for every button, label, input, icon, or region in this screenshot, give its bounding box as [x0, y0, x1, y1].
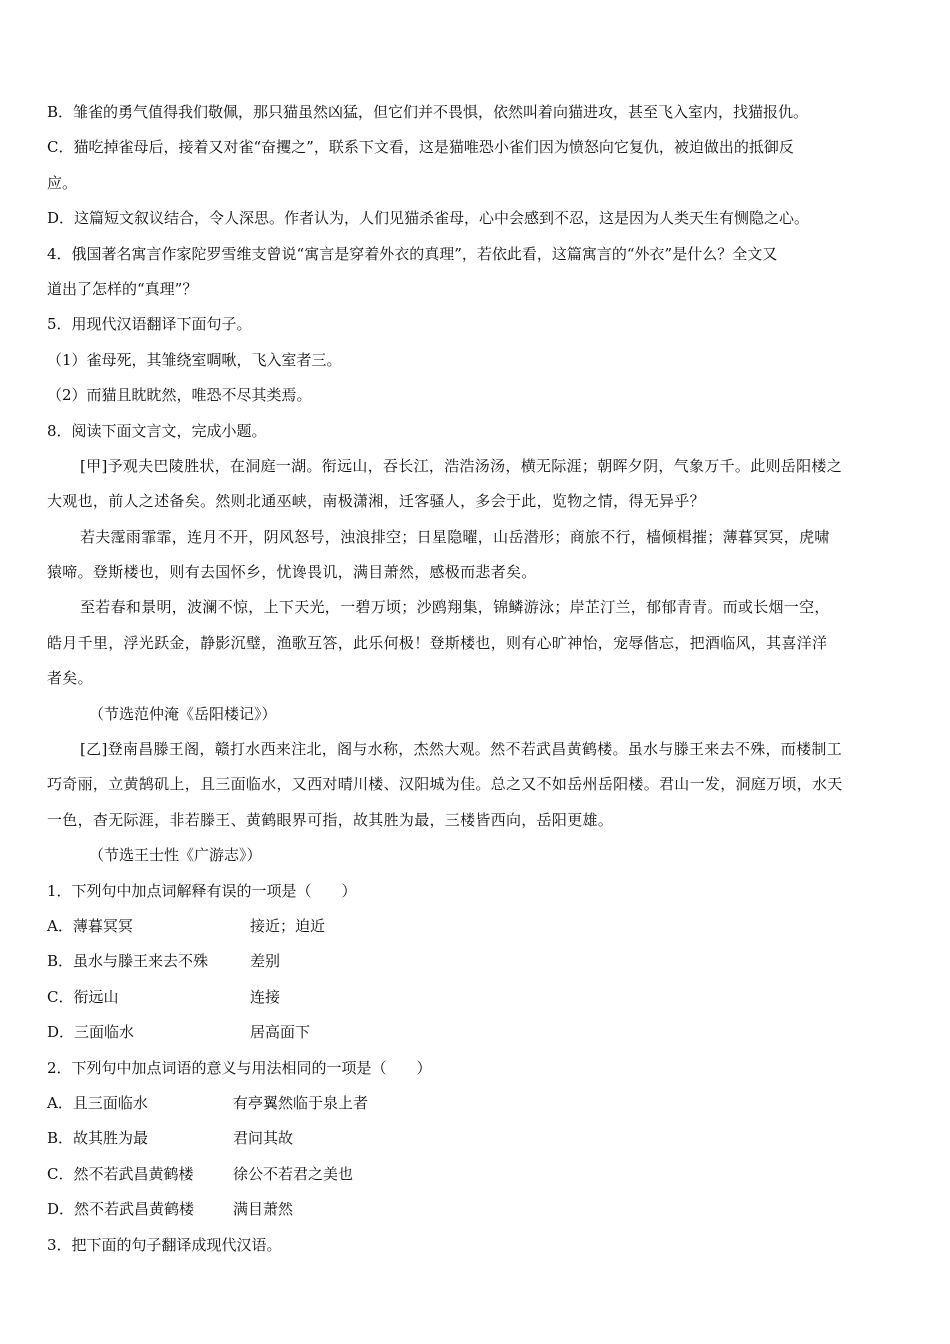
option-text: C．然不若武昌黄鹤楼 [47, 1164, 194, 1183]
passage-line: 皓月千里，浮光跃金，静影沉璧，渔歌互答，此乐何极！登斯楼也，则有心旷神怡，宠辱偕忘，把酒临风，其喜洋洋 [47, 633, 828, 652]
passage-line: [乙]登南昌滕王阁，赣打水西来注北，阁与水称，杰然大观。然不若武昌黄鹤楼。虽水与滕王来去不殊，而楼制工 [80, 740, 843, 759]
document-page [47, 97, 917, 1265]
passage-line: 一色，杳无际涯，非若滕王、黄鹤眼界可指，故其胜为最，三楼皆西向，岳阳更雄。 [47, 810, 614, 829]
option-text: D．然不若武昌黄鹤楼 [47, 1200, 195, 1219]
text-line: 8．阅读下面文言文，完成小题。 [47, 421, 267, 440]
option-explanation: 连接 [250, 987, 281, 1006]
option-row [47, 946, 917, 981]
passage-yi [47, 734, 917, 840]
option-explanation: 君问其故 [233, 1129, 294, 1148]
text-line: C．猫吃掉雀母后，接着又对雀“奋攫之”，联系下文看，这是猫唯恐小雀们因为愤怒向它复仇，被迫做出的抵御反 [47, 138, 794, 157]
option-text: A．薄暮冥冥 [47, 916, 133, 935]
option-row [47, 1123, 917, 1158]
option-row [47, 1159, 917, 1194]
option-text: C．衔远山 [47, 987, 119, 1006]
text-line: 应。 [47, 173, 78, 192]
text-line: B．雏雀的勇气值得我们敬佩，那只猫虽然凶猛，但它们并不畏惧，依然叫着向猫进攻，甚至飞入室内，找猫报仇。 [47, 103, 809, 121]
option-row [47, 911, 917, 946]
option-text: B．虽水与滕王来去不殊 [47, 952, 209, 971]
passage-line: 至若春和景明，波澜不惊，上下天光，一碧万顷；沙鸥翔集，锦鳞游泳；岸芷汀兰，郁郁青青。而或长烟一空， [80, 598, 830, 617]
option-row [47, 1088, 917, 1123]
option-row [47, 1194, 917, 1229]
text-line: 道出了怎样的“真理”？ [47, 279, 198, 298]
text-line: 4．俄国著名寓言作家陀罗雪维支曾说“寓言是穿着外衣的真理”，若依此看，这篇寓言的“外衣”是什么？全文又 [47, 244, 778, 263]
option-text: D．三面临水 [47, 1023, 135, 1042]
questions-top [47, 97, 917, 451]
option-explanation: 有亭翼然临于泉上者 [233, 1093, 369, 1112]
text-line: D．这篇短文叙议结合，令人深思。作者认为，人们见猫杀雀母，心中会感到不忍，这是因为人类天生有恻隐之心。 [47, 209, 810, 228]
option-row [47, 1017, 917, 1052]
option-explanation: 满目萧然 [233, 1200, 294, 1219]
option-explanation: 徐公不若君之美也 [233, 1164, 354, 1183]
passage-line: 者矣。 [47, 669, 93, 688]
text-line: 5．用现代汉语翻译下面句子。 [47, 315, 252, 334]
question-2-stem: 2．下列句中加点词语的意义与用法相同的一项是（ ） [47, 1058, 432, 1077]
passage-line: 若夫霪雨霏霏，连月不开，阴风怒号，浊浪排空；日星隐曜，山岳潜形；商旅不行，樯倾楫摧；薄暮冥冥，虎啸 [80, 527, 830, 546]
option-explanation: 接近；迫近 [250, 916, 326, 935]
text-line: （2）而猫且眈眈然，唯恐不尽其类焉。 [47, 386, 312, 405]
passage-line: 大观也，前人之述备矣。然则北通巫峡，南极潇湘，迁客骚人，多会于此，览物之情，得无异乎？ [47, 492, 705, 511]
passage-line: 猿啼。登斯楼也，则有去国怀乡，忧谗畏讥，满目萧然，感极而悲者矣。 [47, 563, 537, 582]
source-jia: （节选范仲淹《岳阳楼记》） [89, 704, 277, 723]
question-1-options [47, 911, 917, 1053]
question-1-stem: 1．下列句中加点词解释有误的一项是（ ） [47, 881, 357, 900]
question-2-options [47, 1088, 917, 1230]
question-3-stem: 3．把下面的句子翻译成现代汉语。 [47, 1235, 282, 1254]
text-line: （1）雀母死，其雏绕室啁啾，飞入室者三。 [47, 350, 342, 369]
option-text: A．且三面临水 [47, 1093, 148, 1112]
option-text: B．故其胜为最 [47, 1129, 149, 1148]
option-row [47, 982, 917, 1017]
passage-line: [甲]予观夫巴陵胜状，在洞庭一湖。衔远山，吞长江，浩浩汤汤，横无际涯；朝晖夕阴，气象万千。此则岳阳楼之 [80, 456, 843, 475]
option-explanation: 差别 [250, 952, 281, 971]
source-yi: （节选王士性《广游志》） [89, 846, 262, 865]
passage-line: 巧奇丽，立黄鹄矶上，且三面临水，又西对晴川楼、汉阳城为佳。总之又不如岳州岳阳楼。君山一发，洞庭万顷，水天 [47, 775, 843, 794]
passage-jia [47, 451, 917, 699]
option-explanation: 居高面下 [250, 1023, 311, 1042]
